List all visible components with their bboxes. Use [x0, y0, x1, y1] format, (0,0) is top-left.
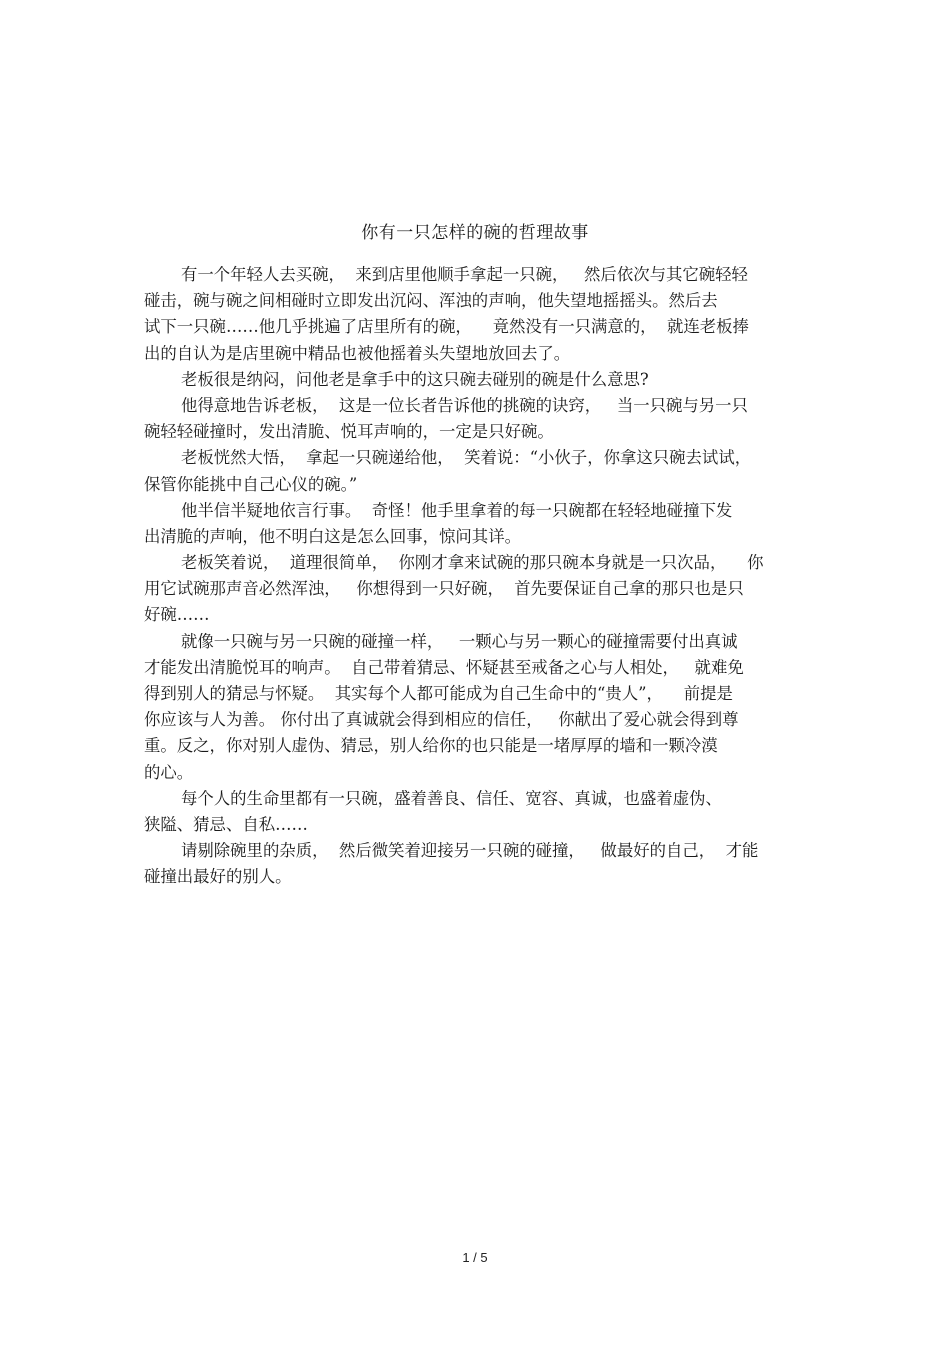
text-line: 他半信半疑地依言行事。 奇怪！他手里拿着的每一只碗都在轻轻地碰撞下发 — [181, 500, 733, 520]
text-line: 保管你能挑中自己心仪的碗。” — [144, 474, 358, 494]
text-line: 才能发出清脆悦耳的响声。 自己带着猜忌、怀疑甚至戒备之心与人相处， 就难免 — [144, 657, 744, 677]
text-line: 每个人的生命里都有一只碗，盛着善良、信任、宽容、真诚，也盛着虚伪、 — [181, 788, 722, 808]
text-line: 有一个年轻人去买碗， 来到店里他顺手拿起一只碗， 然后依次与其它碗轻轻 — [181, 265, 748, 284]
text-line: 好碗…… — [144, 605, 210, 625]
text-line: 出清脆的声响，他不明白这是怎么回事，惊问其详。 — [144, 526, 521, 546]
text-line: 老板笑着说， 道理很简单， 你刚才拿来试碗的那只碗本身就是一只次品， 你 — [181, 553, 764, 573]
text-line: 就像一只碗与另一只碗的碰撞一样， 一颗心与另一颗心的碰撞需要付出真诚 — [181, 631, 738, 651]
text-line: 用它试碗那声音必然浑浊， 你想得到一只好碗， 首先要保证自己拿的那只也是只 — [144, 579, 744, 599]
text-line: 碰撞出最好的别人。 — [144, 867, 292, 887]
page-number: 1 / 5 — [462, 1250, 488, 1265]
text-line: 老板很是纳闷，问他老是拿手中的这只碗去碰别的碗是什么意思? — [181, 369, 649, 389]
text-line: 请剔除碗里的杂质， 然后微笑着迎接另一只碗的碰撞， 做最好的自己， 才能 — [181, 841, 759, 861]
text-line: 出的自认为是店里碗中精品也被他摇着头失望地放回去了。 — [144, 343, 571, 363]
text-line: 试下一只碗……他几乎挑遍了店里所有的碗， 竟然没有一只满意的， 就连老板捧 — [144, 317, 749, 337]
text-line: 的心。 — [144, 762, 194, 782]
text-line: 老板恍然大悟， 拿起一只碗递给他， 笑着说：“小伙子，你拿这只碗去试试， — [181, 448, 752, 468]
text-line: 碰击，碗与碗之间相碰时立即发出沉闷、浑浊的声响，他失望地摇摇头。然后去 — [144, 291, 718, 311]
text-line: 你应该与人为善。 你付出了真诚就会得到相应的信任， 你献出了爱心就会得到尊 — [144, 710, 739, 730]
text-line: 狭隘、猜忌、自私…… — [144, 814, 308, 834]
document-title: 你有一只怎样的碗的哲理故事 — [361, 223, 589, 243]
text-line: 碗轻轻碰撞时，发出清脆、悦耳声响的，一定是只好碗。 — [144, 422, 554, 442]
document-body — [144, 262, 808, 891]
text-line: 得到别人的猜忌与怀疑。 其实每个人都可能成为自己生命中的“贵人”， 前提是 — [144, 684, 733, 703]
text-line: 重。反之，你对别人虚伪、猜忌，别人给你的也只能是一堵厚厚的墙和一颗冷漠 — [144, 736, 718, 756]
text-line: 他得意地告诉老板， 这是一位长者告诉他的挑碗的诀窍， 当一只碗与另一只 — [181, 395, 748, 415]
